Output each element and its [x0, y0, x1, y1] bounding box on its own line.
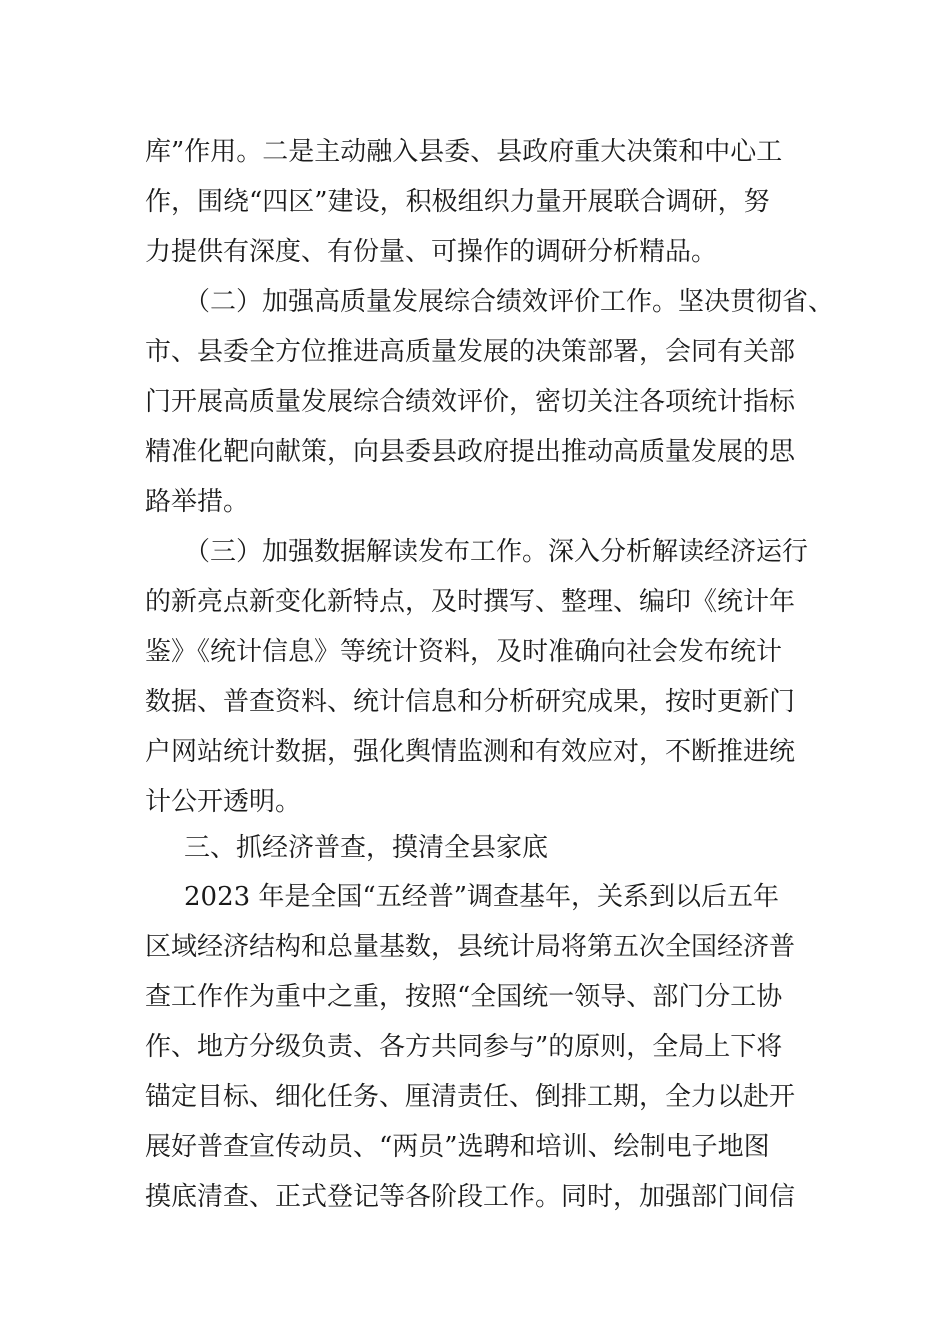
- text-line: 路举措。: [145, 487, 250, 517]
- text-line: 锚定目标、细化任务、厘清责任、倒排工期，全力以赴开: [145, 1082, 796, 1112]
- text-line: 展好普查宣传动员、“两员”选聘和培训、绘制电子地图: [145, 1132, 770, 1162]
- text-line: 数据、普查资料、统计信息和分析研究成果，按时更新门: [145, 687, 796, 717]
- text-line: 摸底清查、正式登记等各阶段工作。同时，加强部门间信: [145, 1182, 796, 1212]
- text-line: 库”作用。二是主动融入县委、县政府重大决策和中心工: [145, 137, 783, 167]
- section-heading-3: （三）加强数据解读发布工作。深入分析解读经济运行: [184, 537, 809, 567]
- text-line: 区域经济结构和总量基数，县统计局将第五次全国经济普: [145, 932, 796, 962]
- chapter-heading: 三、抓经济普查，摸清全县家底: [184, 833, 549, 863]
- paragraph-start: 2023 年是全国“五经普”调查基年，关系到以后五年: [184, 882, 780, 912]
- text-line: 计公开透明。: [145, 787, 302, 817]
- text-line: 力提供有深度、有份量、可操作的调研分析精品。: [145, 237, 718, 267]
- text-line: 户网站统计数据，强化舆情监测和有效应对，不断推进统: [145, 737, 796, 767]
- text-line: 鉴》《统计信息》等统计资料，及时准确向社会发布统计: [145, 637, 783, 667]
- text-line: 门开展高质量发展综合绩效评价，密切关注各项统计指标: [145, 387, 796, 417]
- text-line: 精准化靶向献策，向县委县政府提出推动高质量发展的思: [145, 437, 796, 467]
- text-line: 作、地方分级负责、各方共同参与”的原则，全局上下将: [145, 1032, 783, 1062]
- text-line: 查工作作为重中之重，按照“全国统一领导、部门分工协: [145, 982, 783, 1012]
- text-line: 市、县委全方位推进高质量发展的决策部署，会同有关部: [145, 337, 796, 367]
- text-line: 的新亮点新变化新特点，及时撰写、整理、编印《统计年: [145, 587, 796, 617]
- section-heading-2: （二）加强高质量发展综合绩效评价工作。坚决贯彻省、: [184, 287, 835, 317]
- text-line: 作，围绕“四区”建设，积极组织力量开展联合调研，努: [145, 187, 770, 217]
